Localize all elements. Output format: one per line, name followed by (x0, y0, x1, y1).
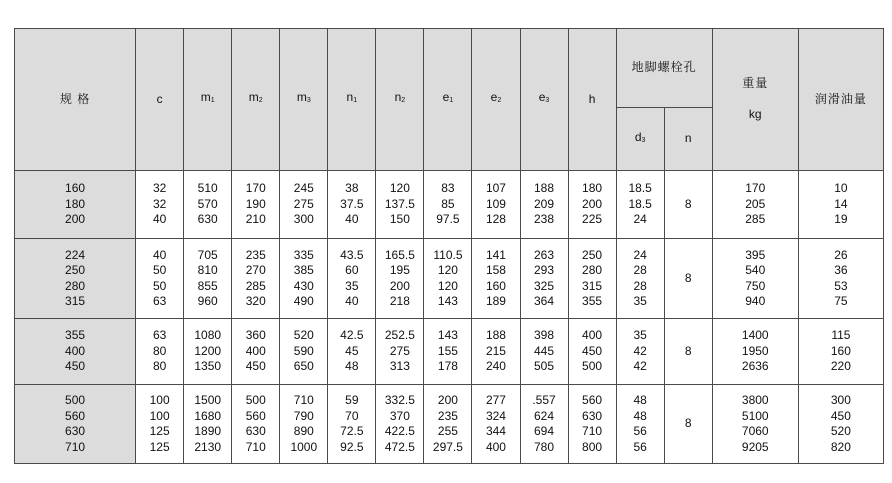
cell-n1-value: 42.5 45 48 (340, 328, 364, 374)
cell-m3 (280, 239, 328, 319)
cell-m1 (184, 239, 232, 319)
cell-e1 (424, 239, 472, 319)
cell-n-value: 8 (684, 416, 692, 431)
cell-m3 (280, 319, 328, 385)
cell-n1 (328, 239, 376, 319)
cell-m2-value: 500 560 630 710 (245, 393, 266, 454)
cell-c-value: 63 80 80 (152, 328, 167, 374)
cell-m3-value: 335 385 430 490 (293, 247, 314, 308)
cell-m2 (232, 171, 280, 239)
cell-n1-value: 59 70 72.5 92.5 (340, 393, 364, 454)
cell-m2-value: 360 400 450 (245, 328, 266, 374)
cell-e2-value: 277 324 344 400 (485, 393, 506, 454)
cell-m2 (232, 385, 280, 464)
cell-lube-value: 300 450 520 820 (830, 393, 851, 454)
cell-spec-value: 500 560 630 710 (65, 393, 86, 454)
cell-d3 (616, 385, 664, 464)
header-m2: $m_2$ (232, 29, 280, 171)
cell-weight-value: 395 540 750 940 (745, 247, 766, 308)
cell-n2 (376, 385, 424, 464)
cell-m1 (184, 171, 232, 239)
table-row (15, 319, 884, 385)
cell-n1 (328, 171, 376, 239)
cell-e2 (472, 385, 520, 464)
cell-spec (15, 239, 136, 319)
cell-n2-value: 252.5 275 313 (384, 328, 415, 374)
cell-m2-value: 235 270 285 320 (245, 247, 266, 308)
cell-m2-value: 170 190 210 (245, 181, 266, 227)
cell-e2-value: 107 109 128 (485, 181, 506, 227)
cell-m1-value: 1080 1200 1350 (194, 328, 222, 374)
cell-m3 (280, 171, 328, 239)
cell-n-value: 8 (684, 270, 692, 285)
cell-m3-value: 520 590 650 (293, 328, 314, 374)
header-e1: $e_1$ (424, 29, 472, 171)
cell-m1 (184, 319, 232, 385)
header-weight: 重量 kg (712, 29, 798, 171)
cell-e2-value: 188 215 240 (485, 328, 506, 374)
cell-d3-value: 24 28 28 35 (633, 247, 647, 308)
cell-n2 (376, 171, 424, 239)
cell-weight (712, 385, 798, 464)
cell-n2 (376, 239, 424, 319)
cell-e3-value: 263 293 325 364 (534, 247, 555, 308)
table-row (15, 239, 884, 319)
header-n: n (664, 108, 712, 171)
cell-e3 (520, 239, 568, 319)
cell-n2-value: 332.5 370 422.5 472.5 (384, 393, 415, 454)
cell-weight (712, 171, 798, 239)
cell-m1 (184, 385, 232, 464)
cell-lube-value: 115 160 220 (830, 328, 851, 374)
cell-n-value: 8 (684, 343, 692, 358)
header-d3: $d_3$ (616, 108, 664, 171)
cell-e3 (520, 319, 568, 385)
cell-c-value: 100 100 125 125 (149, 393, 170, 454)
cell-e1 (424, 319, 472, 385)
cell-n1 (328, 385, 376, 464)
cell-e2 (472, 319, 520, 385)
header-h: h (568, 29, 616, 171)
cell-d3-value: 48 48 56 56 (633, 393, 647, 454)
cell-lube (798, 385, 883, 464)
cell-spec (15, 385, 136, 464)
cell-m2 (232, 319, 280, 385)
cell-e3 (520, 385, 568, 464)
cell-spec (15, 171, 136, 239)
cell-n2-value: 165.5 195 200 218 (384, 247, 415, 308)
cell-n1-value: 43.5 60 35 40 (340, 247, 364, 308)
cell-lube (798, 171, 883, 239)
header-m3: $m_3$ (280, 29, 328, 171)
cell-spec (15, 319, 136, 385)
cell-h-value: 560 630 710 800 (582, 393, 603, 454)
cell-c (136, 385, 184, 464)
cell-weight (712, 239, 798, 319)
cell-spec-value: 160 180 200 (65, 181, 86, 227)
cell-m3 (280, 385, 328, 464)
cell-n (664, 239, 712, 319)
cell-d3 (616, 239, 664, 319)
cell-c (136, 239, 184, 319)
cell-h (568, 319, 616, 385)
cell-weight-value: 3800 5100 7060 9205 (741, 393, 769, 454)
cell-e3 (520, 171, 568, 239)
cell-h (568, 171, 616, 239)
header-m1: $m_1$ (184, 29, 232, 171)
cell-n (664, 171, 712, 239)
cell-h-value: 250 280 315 355 (582, 247, 603, 308)
table-row (15, 171, 884, 239)
cell-m1-value: 705 810 855 960 (197, 247, 218, 308)
cell-e3-value: 188 209 238 (534, 181, 555, 227)
cell-m1-value: 510 570 630 (197, 181, 218, 227)
cell-n1 (328, 319, 376, 385)
cell-d3 (616, 319, 664, 385)
cell-m3-value: 710 790 890 1000 (290, 393, 318, 454)
cell-d3-value: 18.5 18.5 24 (628, 181, 652, 227)
cell-d3 (616, 171, 664, 239)
cell-c (136, 171, 184, 239)
cell-weight (712, 319, 798, 385)
cell-e1-value: 200 235 255 297.5 (432, 393, 463, 454)
spec-table (14, 28, 884, 464)
cell-e1 (424, 171, 472, 239)
cell-e1-value: 83 85 97.5 (436, 181, 460, 227)
cell-lube-value: 10 14 19 (834, 181, 848, 227)
cell-weight-value: 170 205 285 (745, 181, 766, 227)
cell-spec-value: 224 250 280 315 (65, 247, 86, 308)
cell-lube-value: 26 36 53 75 (834, 247, 848, 308)
cell-e3-value: 398 445 505 (534, 328, 555, 374)
header-anchor-group: 地脚螺栓孔 (616, 29, 712, 108)
cell-n2-value: 120 137.5 150 (384, 181, 415, 227)
cell-h (568, 239, 616, 319)
table-row (15, 385, 884, 464)
header-n2: $n_2$ (376, 29, 424, 171)
cell-h (568, 385, 616, 464)
cell-n (664, 319, 712, 385)
cell-weight-value: 1400 1950 2636 (741, 328, 769, 374)
header-lube: 润滑油量 (798, 29, 883, 171)
cell-e2 (472, 171, 520, 239)
cell-c (136, 319, 184, 385)
cell-d3-value: 35 42 42 (633, 328, 647, 374)
cell-n2 (376, 319, 424, 385)
header-n1: $n_1$ (328, 29, 376, 171)
cell-e2 (472, 239, 520, 319)
header-c: c (136, 29, 184, 171)
cell-lube (798, 239, 883, 319)
cell-h-value: 400 450 500 (582, 328, 603, 374)
cell-c-value: 40 50 50 63 (152, 247, 167, 308)
cell-n1-value: 38 37.5 40 (340, 181, 364, 227)
header-spec: 规 格 (15, 29, 136, 171)
cell-e1 (424, 385, 472, 464)
cell-m2 (232, 239, 280, 319)
cell-e1-value: 110.5 120 120 143 (433, 247, 463, 308)
header-e3: $e_3$ (520, 29, 568, 171)
cell-c-value: 32 32 40 (152, 181, 167, 227)
cell-spec-value: 355 400 450 (65, 328, 86, 374)
cell-e3-value: .557 624 694 780 (532, 393, 556, 454)
cell-e2-value: 141 158 160 189 (485, 247, 506, 308)
header-e2: $e_2$ (472, 29, 520, 171)
cell-e1-value: 143 155 178 (437, 328, 458, 374)
cell-lube (798, 319, 883, 385)
cell-m1-value: 1500 1680 1890 2130 (194, 393, 222, 454)
cell-n (664, 385, 712, 464)
cell-n-value: 8 (684, 196, 692, 211)
cell-m3-value: 245 275 300 (293, 181, 314, 227)
cell-h-value: 180 200 225 (582, 181, 603, 227)
